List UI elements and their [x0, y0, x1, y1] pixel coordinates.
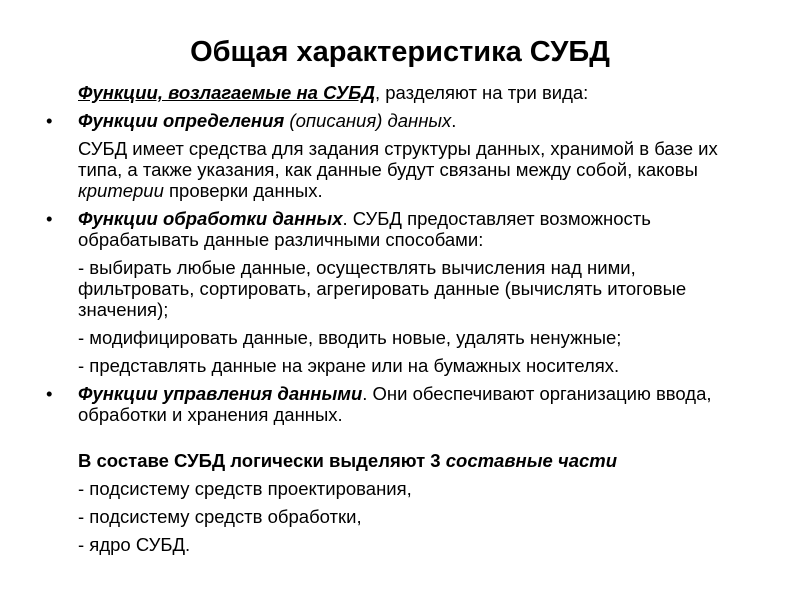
- item2-sub-line: - представлять данные на экране или на бумажных носителях.: [78, 355, 620, 376]
- item2-sub-line: - модифицировать данные, вводить новые, удалять ненужные;: [78, 327, 622, 348]
- item3-rest: . Они обеспечивают организацию ввода, обработки и хранения данных.: [78, 383, 712, 425]
- item1-desc-emphasis: критерии: [78, 180, 164, 201]
- bullet-icon: •: [46, 110, 53, 131]
- item1-desc-part2: проверки данных.: [163, 180, 323, 201]
- parts-emphasis: составные части: [445, 450, 618, 471]
- parts-heading: [0, 450, 748, 471]
- intro-emphasis-underlined: Функции, возлагаемые на СУБД: [78, 82, 375, 103]
- item1-end: .: [451, 110, 457, 131]
- item3-emphasis: Функции управления данными: [78, 383, 363, 404]
- parts-list-item: - подсистему средств проектирования,: [78, 478, 412, 499]
- intro-rest: , разделяют на три вида:: [374, 82, 589, 103]
- bullet-item-definition: [0, 110, 748, 131]
- intro-emphasis: [78, 82, 375, 103]
- bullet-item-processing: [0, 208, 748, 250]
- bullet-icon: •: [46, 208, 53, 229]
- item1-paren: (описания) данных: [289, 110, 452, 131]
- bullet-icon: •: [46, 383, 53, 404]
- slide-content: [0, 82, 800, 562]
- item2-sub-line: - выбирать любые данные, осуществлять вычисления над ними, фильтровать, сортировать, агрегировать данные (вычислять итоговые значения);: [78, 257, 687, 320]
- parts-list-item: - ядро СУБД.: [78, 534, 191, 555]
- bullet-item-management: [0, 383, 748, 425]
- slide-title: Общая характеристика СУБД: [190, 36, 610, 68]
- intro-paragraph: [0, 82, 748, 103]
- parts-list-item: - подсистему средств обработки,: [78, 506, 362, 527]
- spacer: [0, 432, 800, 450]
- item1-emphasis: Функции определения: [78, 110, 285, 131]
- item1-description: [0, 138, 748, 201]
- item1-desc-part1: СУБД имеет средства для задания структуры данных, хранимой в базе их типа, а также указания, как данные будут связаны между собой, каковы: [78, 138, 718, 180]
- parts-lead: В составе СУБД логически выделяют 3: [78, 450, 446, 471]
- item2-rest: . СУБД предоставляет возможность обрабатывать данные различными способами:: [78, 208, 651, 250]
- item2-emphasis: Функции обработки данных: [78, 208, 343, 229]
